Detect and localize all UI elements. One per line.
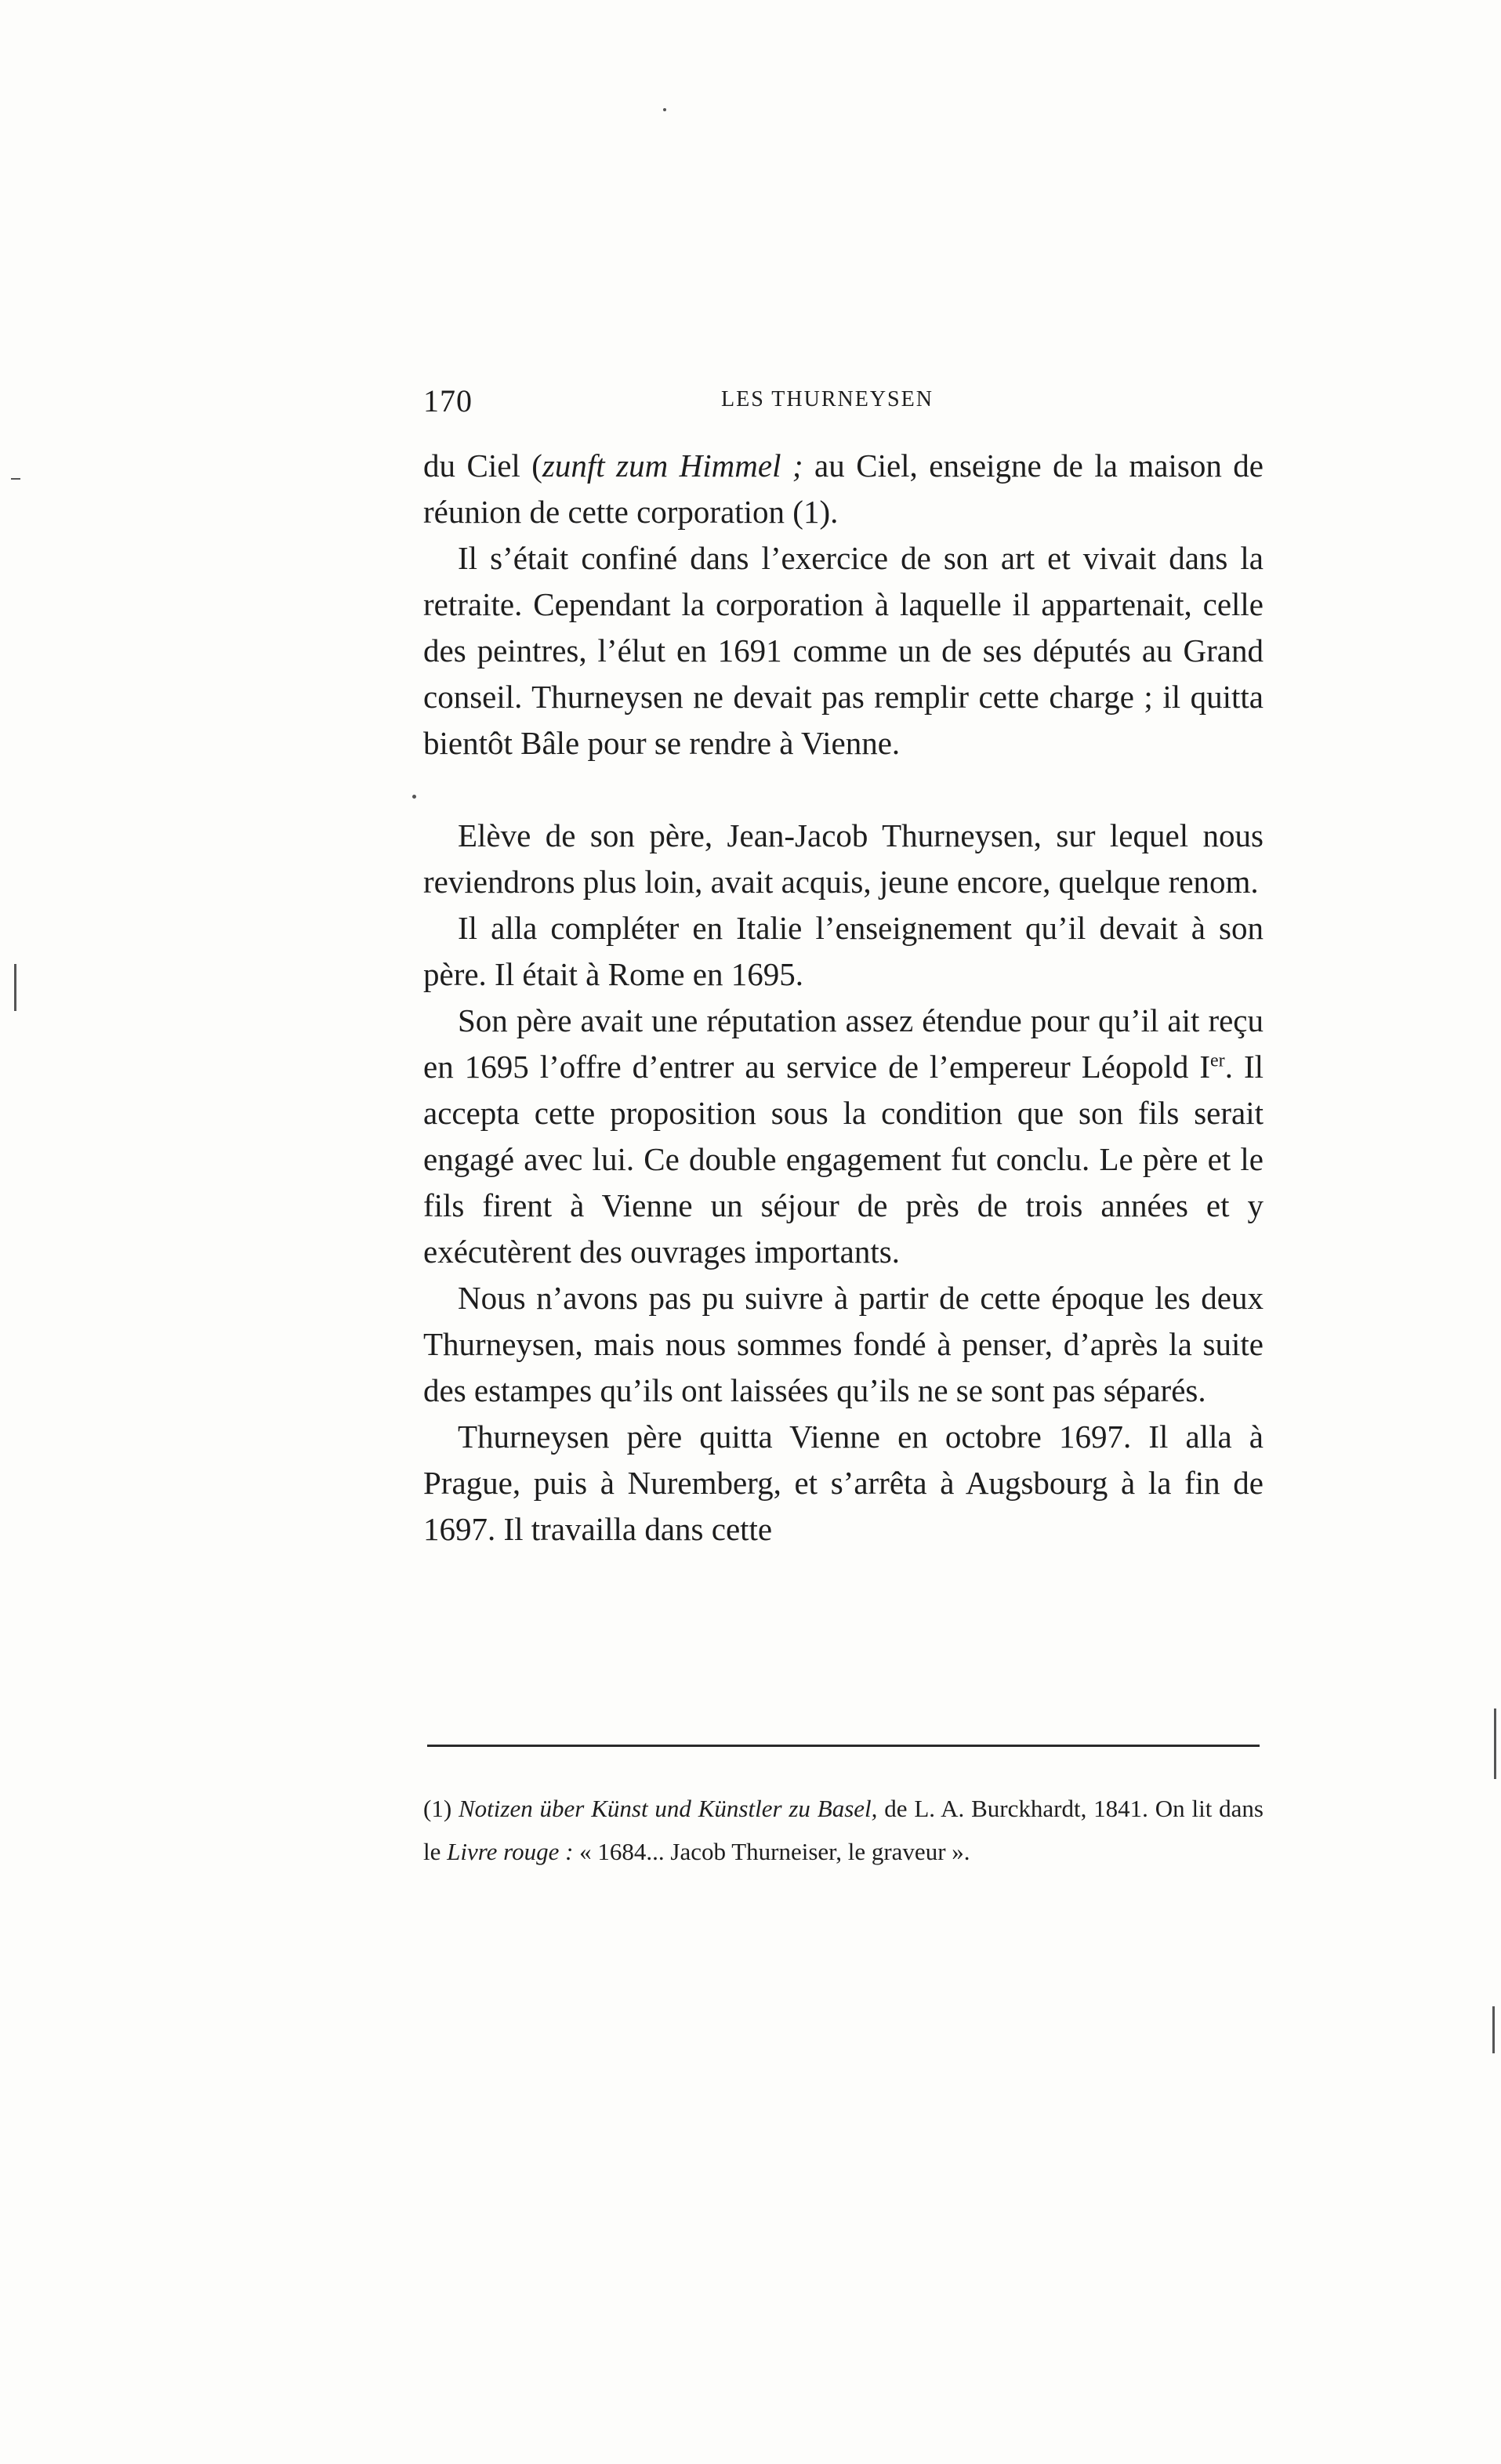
footnote-marker: (1) [423,1795,459,1822]
paragraph-5 [423,998,1264,1275]
footnote-text-a: de L. A. Burckhardt, 1841. On lit dans le [423,1795,1264,1865]
footnote-divider [427,1745,1260,1747]
scan-dot-margin [412,795,416,799]
paragraph-3: Elève de son père, Jean-Jacob Thurneysen, sur lequel nous reviendrons plus loin, avait acquis, jeune encore, quelque renom. [423,817,1264,900]
scan-mark-left-1 [14,964,16,1011]
paragraph-1-text-a: du Ciel ( [423,448,542,484]
paragraph-1-italic: zunft zum Himmel ; [542,448,803,484]
footnote-text-b: « 1684... Jacob Thurneiser, le graveur ». [573,1838,970,1865]
paragraph-1-text-b: au Ciel, enseigne de la maison de réunion de cette corporation (1). [423,448,1264,530]
paragraph-5-text-b: . Il accepta cette proposition sous la condition que son fils serait engagé avec lui. Ce double engagement fut conclu. Le père et le fils firent à Vienne un séjour de près de trois années et y exécutèrent des ouvrages importants. [423,1049,1264,1270]
superscript-er: er [1210,1050,1225,1071]
paragraph-2: Il s’était confiné dans l’exercice de son art et vivait dans la retraite. Cependant la corporation à laquelle il appartenait, celle des peintres, l’élut en 1691 comme un de ses députés au Grand conseil. Thurneysen ne devait pas remplir cette charge ; il quitta bientôt Bâle pour se rendre à Vienne. [423,540,1264,761]
paragraph-6: Nous n’avons pas pu suivre à partir de cette époque les deux Thurneysen, mais nous sommes fondé à penser, d’après la suite des estampes qu’ils ont laissées qu’ils ne se sont pas séparés. [423,1280,1264,1408]
scan-dot-top [663,108,666,111]
paragraph-7: Thurneysen père quitta Vienne en octobre 1697. Il alla à Prague, puis à Nuremberg, et s’arrêta à Augsbourg à la fin de 1697. Il travailla dans cette [423,1419,1264,1547]
scan-mark-right-1 [1494,1708,1496,1779]
footnote-source-title-2: Livre rouge : [447,1838,574,1865]
body-text [423,443,1264,1553]
page-header [423,382,1264,426]
scan-mark-left-2 [11,478,20,480]
paragraph-5-text-a: Son père avait une réputation assez étendue pour qu’il ait reçu en 1695 l’offre d’entrer au service de l’empereur Léopold I [423,1002,1264,1085]
paragraph-1 [423,443,1264,535]
footnote [423,1787,1264,1873]
scan-mark-right-2 [1492,2006,1495,2053]
page-number: 170 [423,383,473,419]
running-head: LES THURNEYSEN [721,387,934,411]
paragraph-4: Il alla compléter en Italie l’enseignement qu’il devait à son père. Il était à Rome en 1695. [423,910,1264,992]
footnote-source-title: Notizen über Künst und Künstler zu Basel, [458,1795,878,1822]
